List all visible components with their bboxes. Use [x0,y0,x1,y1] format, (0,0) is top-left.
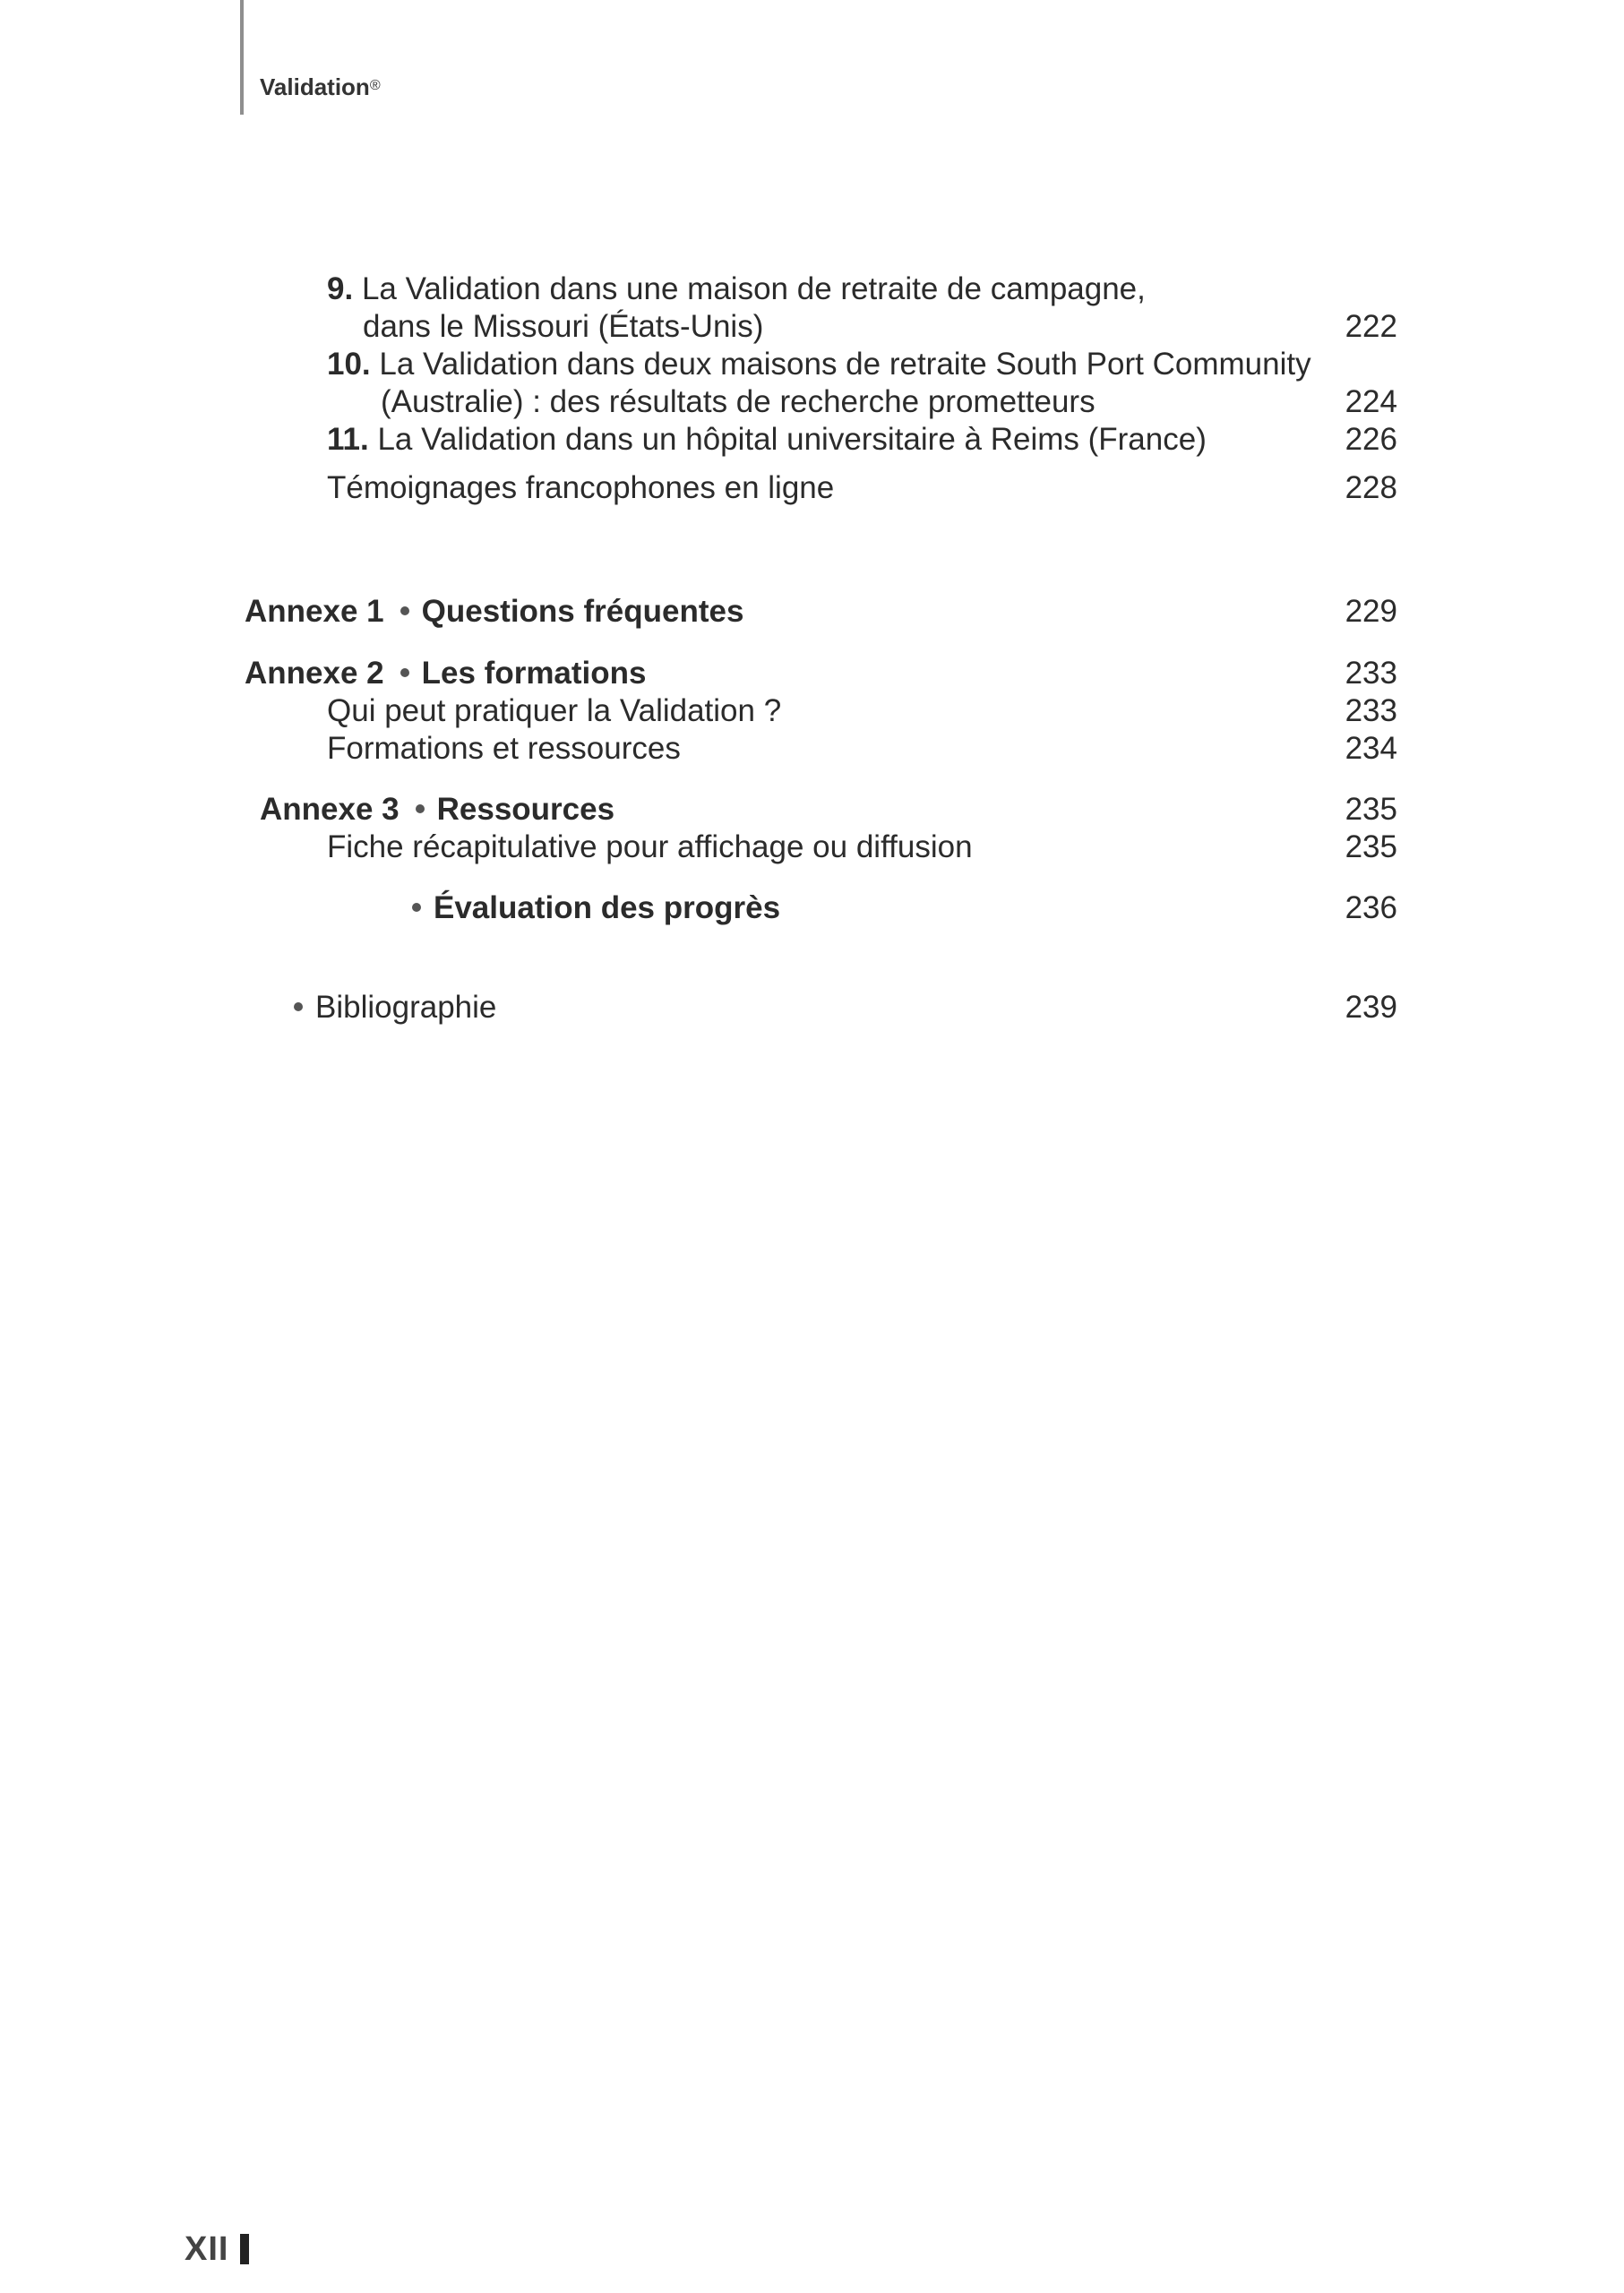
entry-number: 9. [327,271,354,306]
toc-entry-9 [327,271,1146,308]
registered-mark: ® [369,78,381,93]
bullet-icon [294,1002,303,1011]
page-number: 226 [1345,422,1397,457]
annexe-label: Annexe 1 [245,594,384,629]
page-number: 222 [1345,309,1397,344]
margin-rule [240,0,244,115]
annexe-label: Annexe 2 [245,656,384,691]
entry-number: 11. [327,422,369,457]
entry-title-line1: La Validation dans deux maisons de retraite South Port Community [379,347,1311,382]
toc-annexe-1 [245,593,743,631]
page-number: 233 [1345,693,1397,728]
toc-subentry: Qui peut pratiquer la Validation ? [327,693,782,728]
running-head [260,73,381,101]
running-title: Validation [260,73,370,100]
folio: XII [185,2230,229,2268]
bullet-icon [412,903,421,912]
entry-number: 10. [327,347,371,382]
toc-entry-10-line2: (Australie) : des résultats de recherche prometteurs [381,384,1096,419]
toc-subentry-evaluation [394,889,780,927]
page-number: 239 [1345,990,1397,1025]
page-number: 234 [1345,731,1397,766]
bibliography-label: Bibliographie [315,990,497,1025]
toc-annexe-3 [260,791,614,829]
page-number: 233 [1345,656,1397,691]
page-number: 236 [1345,890,1397,925]
page-number: 235 [1345,792,1397,827]
annexe-label: Annexe 3 [260,792,400,827]
subentry-title: Évaluation des progrès [434,890,781,925]
annexe-title: Les formations [421,656,647,691]
toc-bibliographie [278,989,496,1026]
entry-title-line1: La Validation dans une maison de retraite de campagne, [361,271,1146,306]
page-number: 235 [1345,829,1397,864]
annexe-title: Questions fréquentes [421,594,744,629]
toc-subentry: Formations et ressources [327,731,681,766]
toc-entry-9-line2: dans le Missouri (États-Unis) [363,309,764,344]
toc-entry-temoignages: Témoignages francophones en ligne [327,470,835,505]
entry-title: La Validation dans un hôpital universitaire à Reims (France) [377,422,1207,457]
toc-annexe-2 [245,655,647,692]
annexe-title: Ressources [436,792,615,827]
bullet-icon [416,804,425,813]
toc-entry-10 [327,346,1311,383]
bullet-icon [400,606,409,615]
page-number: 224 [1345,384,1397,419]
page-number: 229 [1345,594,1397,629]
toc-entry-11 [327,421,1207,459]
bullet-icon [400,668,409,677]
page-number: 228 [1345,470,1397,505]
folio-bar [240,2234,249,2264]
toc-subentry: Fiche récapitulative pour affichage ou diffusion [327,829,973,864]
